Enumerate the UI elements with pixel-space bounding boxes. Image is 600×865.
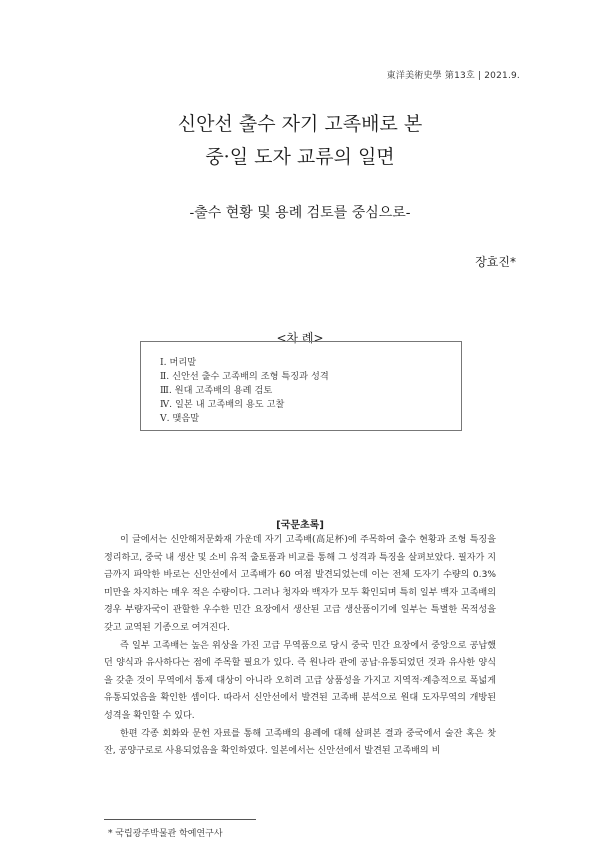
title-line-1: 신안선 출수 자기 고족배로 본: [177, 113, 423, 135]
toc-heading: <차 례>: [276, 331, 324, 345]
toc-item-4: Ⅳ. 일본 내 고족배의 용도 고찰: [160, 399, 285, 410]
table-of-contents: [140, 341, 462, 431]
title-line-2: 중·일 도자 교류의 일면: [205, 146, 395, 168]
abstract-body: [104, 532, 496, 761]
footnote: * 국립광주박물관 학예연구사: [108, 829, 223, 839]
abstract-paragraph-1: 이 글에서는 신안해저문화재 가운데 자기 고족배(高足杯)에 주목하여 출수 현황과 조형 특징을 정리하고, 중국 내 생산 및 소비 유적 출토품과 비교를 통해 그 성격과 특징을 살펴보았다. 필자가 지금까지 파악한 바로는 신안선에서 고족배가 60 여점 발견되었는데 이는 전체 도자기 수량의 0.3% 미만을 차지하는 매우 적은 수량이다. 그러나 청자와 백자가 모두 확인되며 특히 일부 백자 고족배의 경우 부량자국이 관할한 우수한 민간 요장에서 생산된 고급 생산품이기에 일부는 특별한 목적성을 갖고 교역된 기종으로 여겨진다.: [104, 535, 496, 633]
toc-item-3: Ⅲ. 원대 고족배의 용례 검토: [160, 385, 273, 396]
abstract-paragraph-3: 한편 각종 회화와 문헌 자료를 통해 고족배의 용례에 대해 살펴본 결과 중국에서 술잔 혹은 찻잔, 공양구로로 사용되었음을 확인하였다. 일본에서는 신안선에서 발견된 고족배의 비: [104, 728, 496, 757]
author-name: 장효진*: [475, 255, 516, 269]
subtitle: -출수 현황 및 용례 검토를 중심으로-: [189, 205, 411, 221]
title-block: [0, 108, 600, 174]
toc-item-2: Ⅱ. 신안선 출수 고족배의 조형 특징과 성격: [160, 371, 329, 382]
toc-item-5: Ⅴ. 맺음말: [160, 413, 200, 424]
footnote-divider: [104, 819, 256, 820]
journal-header: 東洋美術史學 第13호 | 2021.9.: [386, 71, 520, 81]
abstract-paragraph-2: 즉 일부 고족배는 높은 위상을 가진 고급 무역품으로 당시 중국 민간 요장에서 중앙으로 공납했던 양식과 유사하다는 점에 주목할 필요가 있다. 즉 원나라 관에 공납·유통되었던 것과 유사한 양식을 갖춘 것이 무역에서 통제 대상이 아니라 오히려 고급 상품성을 가지고 지역적·계층적으로 폭넓게 유통되었음을 확인한 셈이다. 따라서 신안선에서 발견된 고족배 분석으로 원대 도자무역의 개방된 성격을 확인할 수 있다.: [104, 640, 496, 721]
toc-item-1: Ⅰ. 머리말: [160, 357, 197, 368]
abstract-heading: [국문초록]: [276, 520, 324, 531]
